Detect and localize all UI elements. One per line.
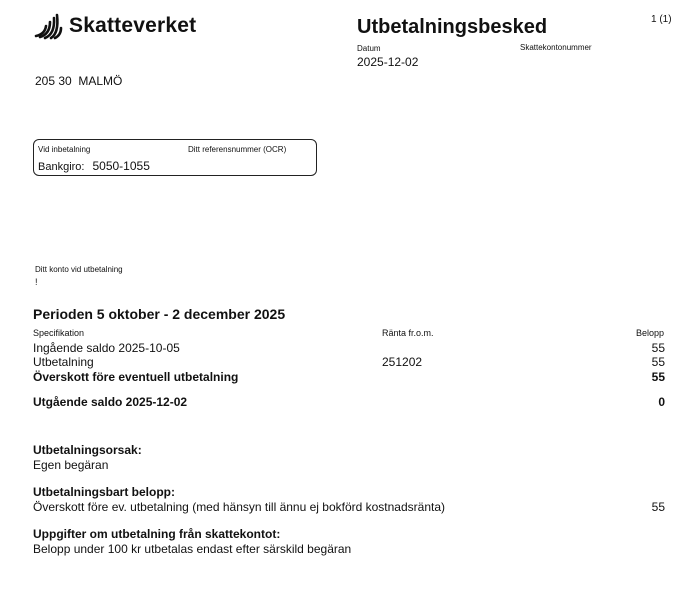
account-label: Ditt konto vid utbetalning: [35, 265, 123, 274]
row-spec-surplus: Överskott före eventuell utbetalning: [33, 370, 239, 384]
brand-name: Skatteverket: [69, 14, 197, 37]
date-value: 2025-12-02: [357, 55, 419, 69]
skatteverket-crown-icon: [33, 12, 63, 40]
bankgiro-label: Bankgiro:: [38, 161, 85, 173]
skatteverket-logo: [33, 12, 196, 40]
row-spec-payout: Utbetalning: [33, 355, 94, 369]
page-number: 1 (1): [651, 14, 672, 25]
reason-text: Egen begäran: [33, 458, 109, 472]
date-label: Datum: [357, 44, 381, 53]
account-value: !: [35, 277, 38, 287]
info-heading: Uppgifter om utbetalning från skattekontot:: [33, 527, 281, 541]
row-amount-closing: 0: [658, 395, 665, 409]
row-spec-closing: Utgående saldo 2025-12-02: [33, 395, 188, 409]
row-amount-surplus: 55: [651, 370, 665, 384]
reason-heading: Utbetalningsorsak:: [33, 443, 142, 457]
payment-label: Vid inbetalning: [38, 145, 91, 154]
row-amount-opening: 55: [651, 341, 665, 355]
row-interest-payout: 251202: [382, 355, 423, 369]
col-header-specification: Specifikation: [33, 328, 85, 338]
payment-info-box: [33, 139, 317, 176]
row-spec-opening: Ingående saldo 2025-10-05: [33, 341, 180, 355]
period-heading: Perioden 5 oktober - 2 december 2025: [33, 306, 286, 322]
payable-text: Överskott före ev. utbetalning (med hänsyn till ännu ej bokförd kostnadsränta): [33, 500, 446, 514]
bankgiro-line: [38, 159, 150, 173]
row-amount-payout: 55: [651, 355, 665, 369]
document-title: Utbetalningsbesked: [357, 16, 548, 38]
col-header-interest: Ränta fr.o.m.: [382, 328, 434, 338]
account-number-label: Skattekontonummer: [520, 43, 592, 52]
bankgiro-value: 5050-1055: [92, 159, 150, 173]
payable-heading: Utbetalningsbart belopp:: [33, 485, 175, 499]
reference-label: Ditt referensnummer (OCR): [188, 145, 287, 154]
postal-address: 205 30 MALMÖ: [35, 74, 123, 88]
col-header-amount: Belopp: [635, 328, 664, 338]
payable-amount: 55: [651, 500, 665, 514]
info-text: Belopp under 100 kr utbetalas endast efter särskild begäran: [33, 542, 352, 556]
